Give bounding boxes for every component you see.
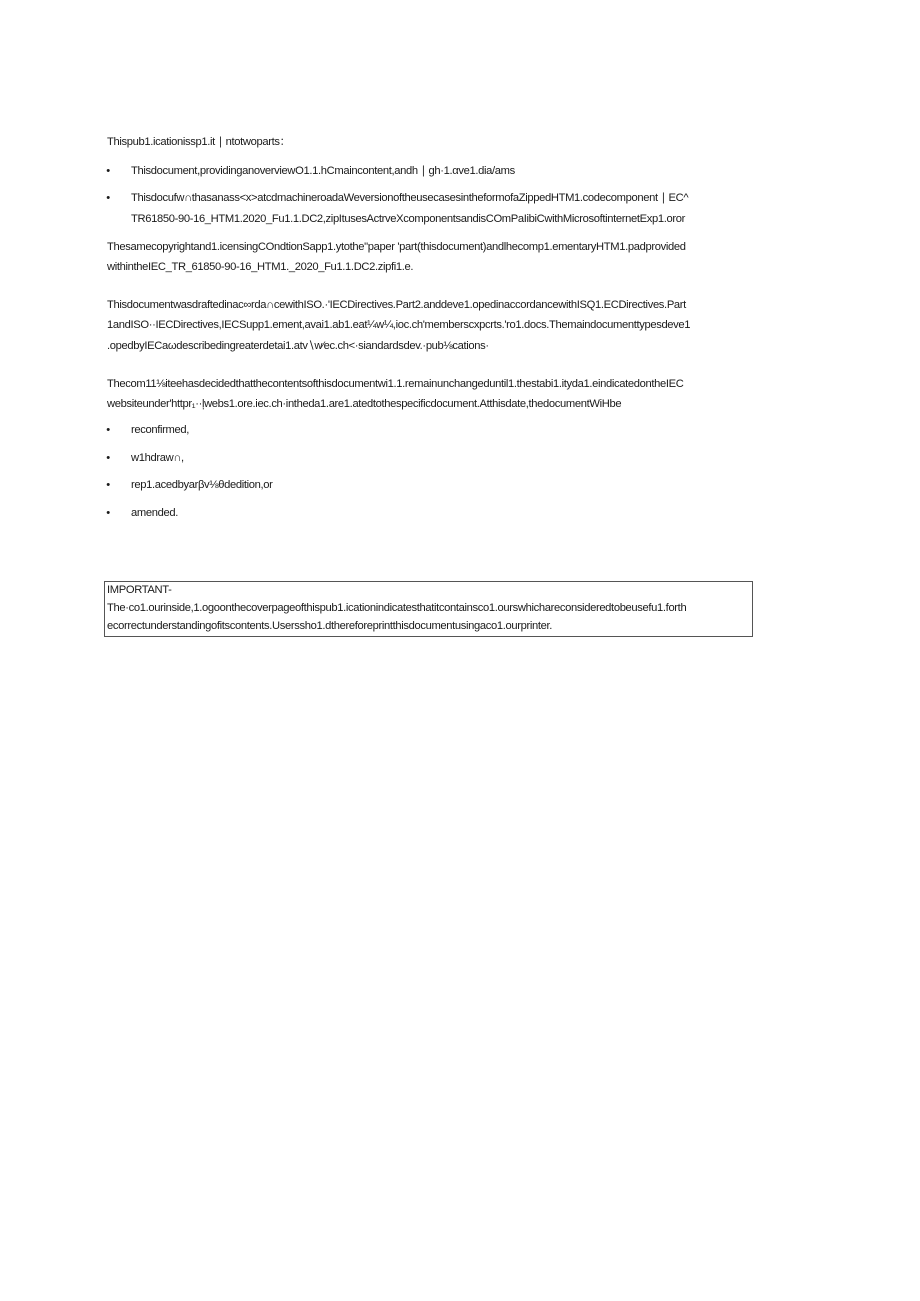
- outcome-item: reconfirmed,: [131, 424, 189, 436]
- licensing-line-1: Thesamecopyrightand1.icensingCOndtionSapp1.ytothe"paper 'part(thisdocument)andlhecomp1.ementaryHTM1.padprovided: [107, 241, 686, 253]
- intro-line: Thispub1.icationissp1.it ∣ ntotwoparts：: [107, 136, 291, 148]
- bullet: •: [106, 192, 110, 204]
- important-text-line-1: The·co1.ourinside,1.ogoonthecoverpageofthispub1.icationindicatesthatitcontainsco1.ourswhichareconsideredtobeusefu1.forth: [107, 602, 687, 614]
- drafting-line-1: Thisdocumentwasdraftedinac∞rda∩cewithISO.·'IECDirectives.Part2.anddeve1.opedinaccordancewithISQ1.ECDirectives.Part: [107, 299, 686, 311]
- drafting-line-3: .opedbyIECaωdescribedingreaterdetai1.atv∖w⁄ec.ch<·siandardsdev.·pub⅛cations·: [107, 340, 489, 352]
- part-one-text: Thisdocument,providinganoverviewO1.1.hCmaincontent,andh ∣ gh·1.αve1.dia/ams: [131, 165, 515, 177]
- bullet: •: [106, 479, 110, 491]
- part-two-text: Thisdocufw∩thasanass<x>atcdmachineroadaWeversionoftheusecasesintheformofaZippedHTM1.codecomponent ∣ EC^: [131, 192, 689, 204]
- important-text-line-2: ecorrectunderstandingofitscontents.Userssho1.dthereforeprintthisdocumentusingaco1.ourprinter.: [107, 620, 553, 632]
- bullet: •: [106, 507, 110, 519]
- outcome-item: amended.: [131, 507, 178, 519]
- outcome-item: rep1.acedbyarβv⅛θdedition,or: [131, 479, 273, 491]
- important-heading: IMPORTANT-: [107, 584, 172, 596]
- bullet: •: [106, 165, 110, 177]
- stability-line-1: Thecom11⅛iteehasdecidedthatthecontentsofthisdocumentwi1.1.remainunchangeduntil1.thestabi1.ityda1.eindicatedontheIEC: [107, 378, 684, 390]
- bullet: •: [106, 424, 110, 436]
- bullet: •: [106, 452, 110, 464]
- part-two-text-cont: TR61850-90-16_HTM1.2020_Fu1.1.DC2,zipItusesActrveXcomponentsandisCOmPaIibiCwithMicrosoftinternetExp1.oror: [131, 213, 685, 225]
- licensing-line-2: withintheIEC_TR_61850-90-16_HTM1._2020_Fu1.1.DC2.zipfi1.e.: [107, 261, 414, 273]
- drafting-line-2: 1andISO··IECDirectives,IECSupp1.ement,avai1.ab1.eat¼w¼,ioc.ch'memberscxpcrts.'ro1.docs.Themaindocumenttypesdeve1: [107, 319, 691, 331]
- important-notice-box: [104, 581, 753, 637]
- outcome-item: w1hdraw∩,: [131, 452, 184, 464]
- stability-line-2: websiteunder'httpr₁··ļwebs1.ore.iec.ch·intheda1.are1.atedtothespecificdocument.Atthisdate,thedocumentWiHbe: [107, 398, 622, 410]
